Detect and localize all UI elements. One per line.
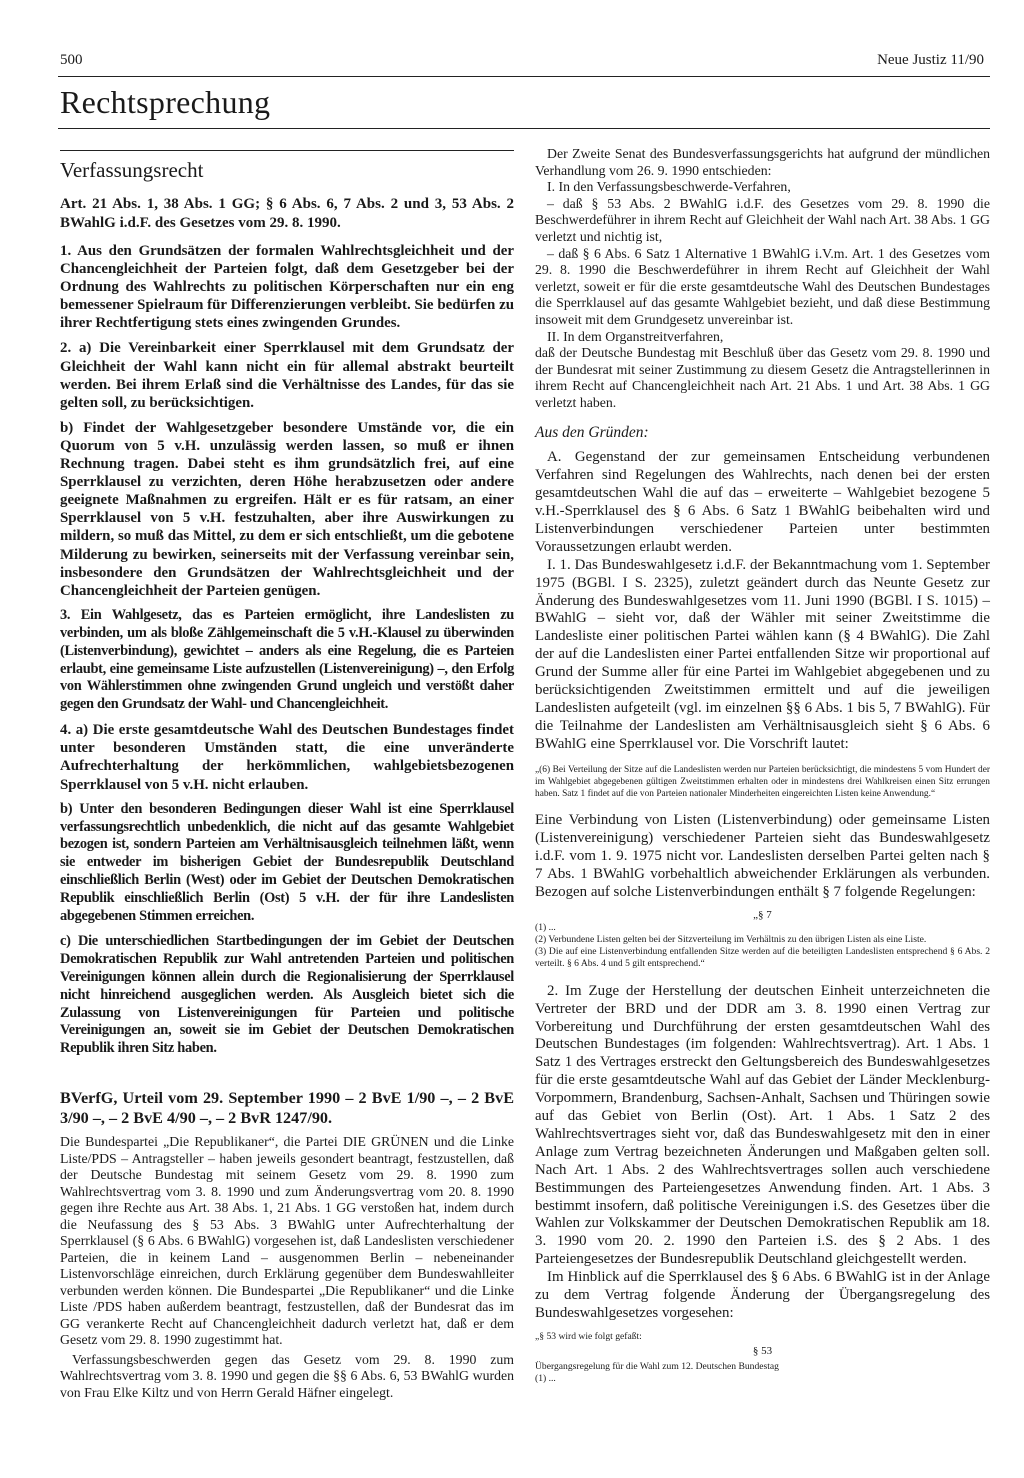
decision-paragraph: II. In dem Organstreitverfahren, xyxy=(547,328,724,344)
body-paragraph: Im Hinblick auf die Sperrklausel des § 6 Abs. 6 BWahlG ist in der Anlage zu dem Vertrag folgende Änderung der Übergangsregelung des Bundeswahlgesetzes vorgesehen: xyxy=(535,1269,990,1322)
headnote-4a: 4. a) Die erste gesamtdeutsche Wahl des Deutschen Bundestages findet unter besonderen Umständen statt, die eine unveränderte Aufrechterhaltung der herkömmlichen, wahlgebietsbezogenen Sperrklausel von 5 v.H. nicht erlauben. xyxy=(60,722,514,793)
left-column xyxy=(60,146,514,1404)
statute-reference: Art. 21 Abs. 1, 38 Abs. 1 GG; § 6 Abs. 6, 7 Abs. 2 und 3, 53 Abs. 2 BWahlG i.d.F. des Gesetzes vom 29. 8. 1990. xyxy=(60,196,514,231)
body-paragraph: I. 1. Das Bundeswahlgesetz i.d.F. der Bekanntmachung vom 1. September 1975 (BGBl. I S. 2325), zuletzt geändert durch das Neunte Gesetz zur Änderung des Bundeswahlgesetzes vom 11. Juni 1990 (BGBl. I S. 1015) – BWahlG – sieht vor, daß der Wähler mit seiner Zweitstimme die Landesliste einer politischen Partei wählen kann (§ 4 BWahlG). Die Zahl der auf die Landeslisten einer Partei entfallenden Sitze wir proportional auf Grund der Summe aller für eine Partei im Wahlgebiet abgegebenen und zu berücksichtigenden Zweitstimmen ermittelt und auf die jeweiligen Landeslisten aufgeteilt (vgl. im einzelnen §§ 6 Abs. 1 bis 5, 7 BWahlG). Für die Teilnahme der Landeslisten am Verhältnisausgleich sieht § 6 Abs. 6 BWahlG eine Sperrklausel vor. Die Vorschrift lautet: xyxy=(535,556,990,752)
reasons-heading: Aus den Gründen: xyxy=(535,423,649,441)
section-53-label: § 53 xyxy=(752,1345,773,1358)
section-7-item: (3) Die auf eine Listenverbindung entfallenden Sitze werden auf die beteiligten Landeslisten entsprechend § 6 Abs. 2 verteilt. § 6 Abs. 4 und 5 gilt entsprechend.“ xyxy=(535,946,990,970)
decision-paragraph: I. In den Verfassungsbeschwerde-Verfahren, xyxy=(547,179,791,195)
section-7-label: „§ 7 xyxy=(753,908,772,921)
headnote-4b: b) Unter den besonderen Bedingungen dieser Wahl ist eine Sperrklausel verfassungsrechtlich unbedenklich, die nicht auf das gesamte Wahlgebiet bezogen ist, sondern Parteien am Verhältnisausgleich teilnehmen läßt, wenn sie entweder im bisherigen Gebiet der Bundesrepublik Deutschland einschließlich Berlin (West) oder im Gebiet der Deutschen Demokratischen Republik einschließlich Berlin (Ost) 5 v.H. der für ihre Landeslisten abgegebenen Stimmen erreichen. xyxy=(60,800,514,925)
headnote-3: 3. Ein Wahlgesetz, das es Parteien ermöglicht, ihre Landeslisten zu verbinden, um als bloße Zählgemeinschaft die 5 v.H.-Klausel zu überwinden (Listenverbindung), gewichtet – anders als eine Regelung, die es Parteien erlaubt, eine gemeinsame Liste aufzustellen (Listenvereinigung) –, den Erfolg von Wählerstimmen ohne zwingenden Grund ungleich und verstößt daher gegen den Grundsatz der Wahl- und Chancengleichheit. xyxy=(60,606,514,713)
section-53-title: Übergangsregelung für die Wahl zum 12. Deutschen Bundestag xyxy=(535,1361,779,1373)
header-rule xyxy=(58,76,990,77)
statute-quote: „(6) Bei Verteilung der Sitze auf die Landeslisten werden nur Parteien berücksichtigt, die mindestens 5 vom Hundert der im Wahlgebiet abgegebenen gültigen Zweitstimmen erhalten oder in mindestens drei Wahlkreisen einen Sitz errungen haben. Satz 1 findet auf die von Parteien nationaler Minderheiten eingereichten Listen keine Anwendung.“ xyxy=(535,764,990,799)
headnote-2a: 2. a) Die Vereinbarkeit einer Sperrklausel mit dem Grundsatz der Gleichheit der Wahl kann nicht ein für allemal abstrakt beurteilt werden. Bei ihrem Erlaß sind die Verhältnisse des Landes, für das sie gelten soll, zu berücksichtigen. xyxy=(60,340,514,411)
headnote-2b: b) Findet der Wahlgesetzgeber besondere Umstände vor, die ein Quorum von 5 v.H. unzulässig werden lassen, so muß er ihnen Rechnung tragen. Dabei steht es ihm grundsätzlich frei, auf eine Sperrklausel zu verzichten, deren Höhe herabzusetzen oder andere geeignete Maßnahmen zu ergreifen. Hält er es für ratsam, an einer Sperrklausel von 5 v.H. festzuhalten, aber ihre Auswirkungen zu mildern, so muß das Mittel, zu dem er sich entschließt, um die gebotene Milderung zu bewirken, seinerseits mit der Verfassung vereinbar sein, insbesondere den Grundsätzen der Wahlrechtsgleichheit und der Chancengleichheit der Parteien genügen. xyxy=(60,419,514,599)
subsection-title: Verfassungsrecht xyxy=(60,158,204,182)
section-53-intro: „§ 53 wird wie folgt gefaßt: xyxy=(535,1330,642,1342)
decision-paragraph: – daß § 53 Abs. 2 BWahlG i.d.F. des Gesetzes vom 29. 8. 1990 die Beschwerdeführer in ihrem Recht auf Gleichheit der Wahl nach Art. 38 Abs. 1 GG verletzt und nichtig ist, xyxy=(535,195,990,244)
body-paragraph: Eine Verbindung von Listen (Listenverbindung) oder gemeinsame Listen (Listenvereinigung) verschiedener Parteien sieht das Bundeswahlgesetz i.d.F. vom 1. 9. 1975 nicht vor. Landeslisten derselben Partei gelten nach § 7 Abs. 1 BWahlG vorbehaltlich abweichender Erklärungen als verbunden. Bezogen auf solche Listenverbindungen enthält § 7 folgende Regelungen: xyxy=(535,811,990,900)
subsection-rule xyxy=(60,150,514,151)
section-rule xyxy=(58,128,990,129)
section-53-item: (1) ... xyxy=(535,1373,556,1385)
journal-issue: Neue Justiz 11/90 xyxy=(877,52,984,68)
page-header xyxy=(58,52,990,74)
page-number: 500 xyxy=(60,52,83,68)
decision-paragraph: daß der Deutsche Bundestag mit Beschluß über das Gesetz vom 29. 8. 1990 und der Bundesrat mit seiner Zustimmung zu diesem Gesetz die Antragstellerinnen in ihrem Recht auf Chancengleichheit nach Art. 21 Abs. 1 und Art. 38 Abs. 1 GG verletzt haben. xyxy=(535,345,990,410)
facts-paragraph: Verfassungsbeschwerden gegen das Gesetz vom 29. 8. 1990 zum Wahlrechtsvertrag vom 3. 8. 1990 und gegen die §§ 6 Abs. 6, 53 BWahlG wurden von Frau Elke Kiltz und von Herrn Gerald Häfner eingelegt. xyxy=(60,1351,514,1400)
facts-paragraph: Die Bundespartei „Die Republikaner“, die Partei DIE GRÜNEN und die Linke Liste/PDS – Antragsteller – haben jeweils gesondert beantragt, festzustellen, daß der Deutsche Bundestag mit seinem Gesetz vom 29. 8. 1990 zum Wahlrechtsvertrag vom 3. 8. 1990 und zum Änderungsvertrag vom 20. 8. 1990 gegen ihre Rechte aus Art. 38 Abs. 1, 21 Abs. 1 GG verstoßen hat, indem durch die Neufassung des § 53 Abs. 3 BWahlG unter Aufrechterhaltung der Sperrklausel (§ 6 Abs. 6 BWahlG) vorgesehen ist, daß Landeslisten verschiedener Parteien, die in keinem Land – ausgenommen Berlin – nebeneinander Listenvorschläge einreichen, durch Erklärung gegenüber dem Bundeswahlleiter verbunden werden können. Die Bundespartei „Die Republikaner“ und die Linke Liste /PDS haben außerdem beantragt, festzustellen, daß der Bundesrat das im GG verankerte Recht auf Chancengleichheit dadurch verletzt hat, daß er dem Gesetz vom 29. 8. 1990 zugestimmt hat. xyxy=(60,1134,514,1348)
decision-paragraph: – daß § 6 Abs. 6 Satz 1 Alternative 1 BWahlG i.V.m. Art. 1 des Gesetzes vom 29. 8. 1990 die Beschwerdeführer in ihrem Recht auf Gleichheit der Wahl verletzt, soweit er für die erste gesamtdeutsche Wahl des Deutschen Bundestages die Sperrklausel auf das gesamte Wahlgebiet bezieht, und daß diese Bestimmung insoweit mit dem Grundgesetz unvereinbar ist. xyxy=(535,245,990,327)
decision-paragraph: Der Zweite Senat des Bundesverfassungsgerichts hat aufgrund der mündlichen Verhandlung vom 26. 9. 1990 entschieden: xyxy=(535,146,990,178)
section-title: Rechtsprechung xyxy=(60,84,271,120)
section-7-item: (1) ... xyxy=(535,921,556,933)
court-citation: BVerfG, Urteil vom 29. September 1990 – 2 BvE 1/90 –, – 2 BvE 3/90 –, – 2 BvE 4/90 –, – 2 BvR 1247/90. xyxy=(60,1089,514,1128)
right-column xyxy=(535,146,990,1386)
body-paragraph: 2. Im Zuge der Herstellung der deutschen Einheit unterzeichneten die Vertreter der BRD und der DDR am 3. 8. 1990 einen Vertrag zur Vorbereitung und Durchführung der ersten gesamtdeutschen Wahl des Deutschen Bundestages (im folgenden: Wahlrechtsvertrag). Art. 1 Abs. 1 Satz 1 des Vertrages erstreckt den Geltungsbereich des Bundeswahlgesetzes für die erste gesamtdeutsche Wahl auf das Gebiet der Länder Mecklenburg-Vorpommern, Brandenburg, Sachsen-Anhalt, Sachsen und Thüringen sowie auf das Gebiet von Berlin (Ost). Art. 1 Abs. 1 Satz 2 des Wahlrechtsvertrages sieht vor, daß das Bundeswahlgesetz mit den in einer Anlage zum Vertrag bezeichneten Änderungen und Maßgaben gelten soll. Nach Art. 1 Abs. 2 des Wahlrechtsvertrages sollen auch verschiedene Bestimmungen des Parteiengesetzes Anwendung finden. Art. 1 Abs. 3 bestimmt insofern, daß politische Vereinigungen i.S. des Gesetzes über die Wahlen zur Volkskammer der Deutschen Demokratischen Republik am 18. 3. 1990 vom 20. 2. 1990 den Parteien i.S. des § 2 Abs. 1 des Parteiengesetzes der Bundesrepublik Deutschland gleichgestellt werden. xyxy=(535,982,990,1268)
body-paragraph: A. Gegenstand der zur gemeinsamen Entscheidung verbundenen Verfahren sind Regelungen des Wahlrechts, nach denen bei der ersten gesamtdeutschen Wahl die auf das – erweiterte – Wahlgebiet bezogene 5 v.H.-Sperrklausel des § 6 Abs. 6 Satz 1 BWahlG beibehalten wird und Listenverbindungen verschiedener Parteien unter bestimmten Voraussetzungen erlaubt werden. xyxy=(535,449,990,555)
headnote-4c: c) Die unterschiedlichen Startbedingungen der im Gebiet der Deutschen Demokratischen Republik zur Wahl antretenden Parteien und politischen Vereinigungen können allein durch die Regionalisierung der Sperrklausel nicht hinreichend ausgeglichen werden. Als Ausgleich bietet sich die Zulassung von Listenvereinigungen für Parteien und politische Vereinigungen an, soweit sie im Gebiet der Deutschen Demokratischen Republik ihren Sitz haben. xyxy=(60,932,514,1057)
section-7-item: (2) Verbundene Listen gelten bei der Sitzverteilung im Verhältnis zu den übrigen Listen als eine Liste. xyxy=(535,933,927,945)
headnote-1: 1. Aus den Grundsätzen der formalen Wahlrechtsgleichheit und der Chancengleichheit der Parteien folgt, daß dem Gesetzgeber bei der Ordnung des Wahlrechts zu politischen Körperschaften nur ein eng bemessener Spielraum für Differenzierungen verbleibt. Sie bedürfen zu ihrer Rechtfertigung stets eines zwingenden Grundes. xyxy=(60,243,514,332)
